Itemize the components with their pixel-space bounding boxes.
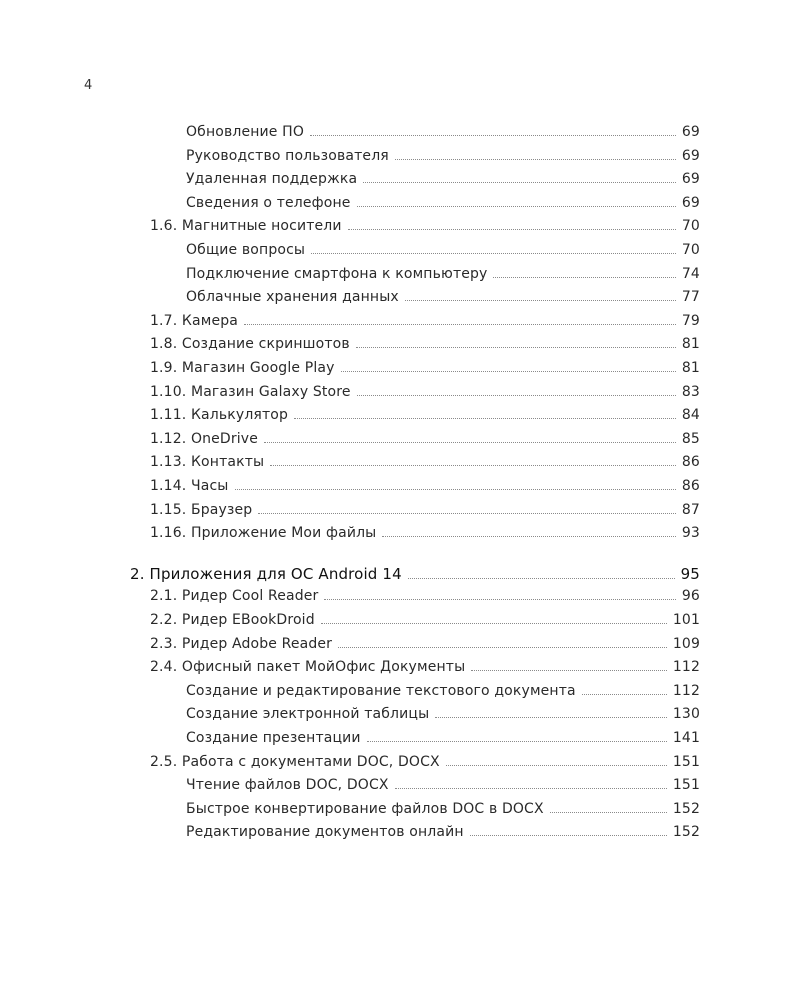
toc-entry-page: 85	[681, 430, 700, 447]
toc-entry-title: Создание и редактирование текстового документа	[186, 682, 576, 699]
toc-entry-title: 1.7. Камера	[150, 312, 238, 329]
toc-entry-page: 87	[681, 501, 700, 518]
toc-entry-title: 2.1. Ридер Cool Reader	[150, 588, 319, 605]
toc-entry	[186, 289, 700, 305]
toc-entry	[150, 360, 700, 376]
toc-entry-page: 93	[681, 525, 700, 542]
toc-entry-title: 1.8. Создание скриншотов	[150, 336, 350, 353]
toc-dot-leader	[550, 812, 667, 813]
toc-entry-title: Подключение смартфона к компьютеру	[186, 265, 488, 282]
toc-entry-page: 81	[681, 360, 700, 376]
toc-dot-leader	[408, 578, 675, 579]
toc-entry	[186, 171, 700, 187]
toc-entry-page: 69	[681, 124, 700, 140]
toc-entry-title: 2. Приложения для ОС Android 14	[130, 564, 402, 583]
toc-entry	[150, 454, 700, 470]
toc-entry-title: 1.6. Магнитные носители	[150, 218, 342, 235]
toc-dot-leader	[382, 536, 675, 537]
toc-entry-title: Создание презентации	[186, 730, 361, 746]
toc-entry-page: 151	[672, 777, 700, 794]
toc-dot-leader	[310, 135, 676, 136]
toc-dot-leader	[435, 717, 667, 718]
toc-entry-page: 86	[681, 454, 700, 471]
toc-entry	[150, 313, 700, 329]
toc-dot-leader	[338, 647, 667, 648]
toc-entry	[186, 124, 700, 140]
toc-dot-leader	[348, 229, 676, 230]
toc-entry	[186, 266, 700, 282]
toc-entry-title: Быстрое конвертирование файлов DOC в DOCX	[186, 800, 544, 817]
toc-entry-page: 79	[681, 312, 700, 329]
toc-entry-page: 69	[681, 194, 700, 211]
toc-entry-title: Редактирование документов онлайн	[186, 824, 464, 841]
toc-dot-leader	[341, 371, 676, 372]
toc-entry-title: 1.14. Часы	[150, 478, 229, 494]
toc-entry	[186, 777, 700, 793]
toc-entry-title: 2.4. Офисный пакет МойОфис Документы	[150, 659, 466, 676]
toc-dot-leader	[363, 182, 676, 183]
toc-dot-leader	[470, 835, 667, 836]
toc-entry	[150, 754, 700, 770]
toc-entry-page: 152	[672, 800, 700, 817]
toc-entry-page: 69	[681, 171, 700, 188]
toc-entry-title: Облачные хранения данных	[186, 289, 399, 306]
toc-dot-leader	[357, 206, 676, 207]
toc-entry-page: 83	[681, 383, 700, 400]
toc-entry-page: 130	[672, 706, 700, 723]
toc-entry-title: Сведения о телефоне	[186, 194, 351, 211]
toc-entry	[186, 195, 700, 211]
toc-entry-page: 112	[672, 682, 700, 699]
toc-entry	[150, 478, 700, 494]
toc-dot-leader	[395, 788, 667, 789]
toc-entry	[186, 706, 700, 722]
toc-entry-page: 109	[672, 635, 700, 652]
toc-entry	[150, 612, 700, 628]
toc-entry-title: 1.15. Браузер	[150, 501, 253, 518]
toc-entry	[186, 824, 700, 840]
toc-entry-title: 2.5. Работа с документами DOC, DOCX	[150, 753, 440, 770]
toc-entry	[150, 659, 700, 675]
toc-entry-title: Удаленная поддержка	[186, 171, 358, 188]
toc-entry	[150, 636, 700, 652]
toc-dot-leader	[356, 347, 676, 348]
toc-entry	[150, 525, 700, 541]
toc-entry-title: 2.3. Ридер Adobe Reader	[150, 635, 333, 652]
toc-entry-page: 69	[681, 147, 700, 164]
toc-entry-title: 1.16. Приложение Мои файлы	[150, 525, 377, 542]
toc-entry-title: 2.2. Ридер EBookDroid	[150, 612, 315, 628]
toc-entry	[150, 218, 700, 234]
toc-entry	[130, 565, 700, 583]
toc-entry-title: 1.10. Магазин Galaxy Store	[150, 383, 351, 400]
toc-dot-leader	[471, 670, 667, 671]
toc-entry	[186, 730, 700, 746]
toc-entry	[186, 148, 700, 164]
toc-entry	[150, 588, 700, 604]
toc-dot-leader	[582, 694, 667, 695]
toc-dot-leader	[258, 513, 676, 514]
toc-dot-leader	[357, 395, 676, 396]
toc-entry	[150, 502, 700, 518]
toc-dot-leader	[321, 623, 667, 624]
toc-entry-title: 1.9. Магазин Google Play	[150, 360, 335, 376]
toc-dot-leader	[367, 741, 667, 742]
toc-entry-title: 1.11. Калькулятор	[150, 407, 289, 424]
toc-entry	[150, 384, 700, 400]
toc-entry-page: 86	[681, 478, 700, 494]
toc-entry-title: Обновление ПО	[186, 124, 304, 140]
toc-entry-page: 101	[672, 612, 700, 628]
toc-dot-leader	[446, 765, 667, 766]
toc-dot-leader	[405, 300, 676, 301]
toc-entry-page: 95	[680, 564, 700, 583]
toc-entry	[150, 407, 700, 423]
toc-entry-page: 81	[681, 336, 700, 353]
toc-dot-leader	[324, 599, 675, 600]
toc-dot-leader	[294, 418, 676, 419]
toc-dot-leader	[264, 442, 676, 443]
toc-dot-leader	[235, 489, 676, 490]
toc-entry-page: 96	[681, 588, 700, 605]
toc-dot-leader	[395, 159, 676, 160]
toc-entry-page: 152	[672, 824, 700, 841]
toc-dot-leader	[493, 277, 675, 278]
toc-entry-page: 77	[681, 289, 700, 306]
toc-entry-page: 84	[681, 407, 700, 424]
toc-dot-leader	[270, 465, 676, 466]
toc-entry-title: 1.13. Контакты	[150, 454, 265, 471]
toc-entry-title: Руководство пользователя	[186, 147, 389, 164]
toc-entry-page: 74	[681, 265, 700, 282]
page-number: 4	[84, 78, 93, 93]
toc-entry-page: 70	[681, 218, 700, 235]
toc-entry	[186, 242, 700, 258]
toc-entry-title: Общие вопросы	[186, 242, 306, 258]
toc-entry	[186, 801, 700, 817]
toc-entry-title: 1.12. OneDrive	[150, 430, 259, 447]
toc-entry	[150, 336, 700, 352]
toc-entry-page: 70	[681, 242, 700, 258]
toc-entry-title: Создание электронной таблицы	[186, 706, 430, 723]
toc-entry-page: 141	[672, 730, 700, 746]
toc-entry	[186, 683, 700, 699]
toc-entry-page: 151	[672, 753, 700, 770]
toc-entry	[150, 431, 700, 447]
toc-entry-title: Чтение файлов DOC, DOCX	[186, 777, 389, 794]
toc-dot-leader	[311, 253, 676, 254]
toc-dot-leader	[244, 324, 676, 325]
toc-entry-page: 112	[672, 659, 700, 676]
